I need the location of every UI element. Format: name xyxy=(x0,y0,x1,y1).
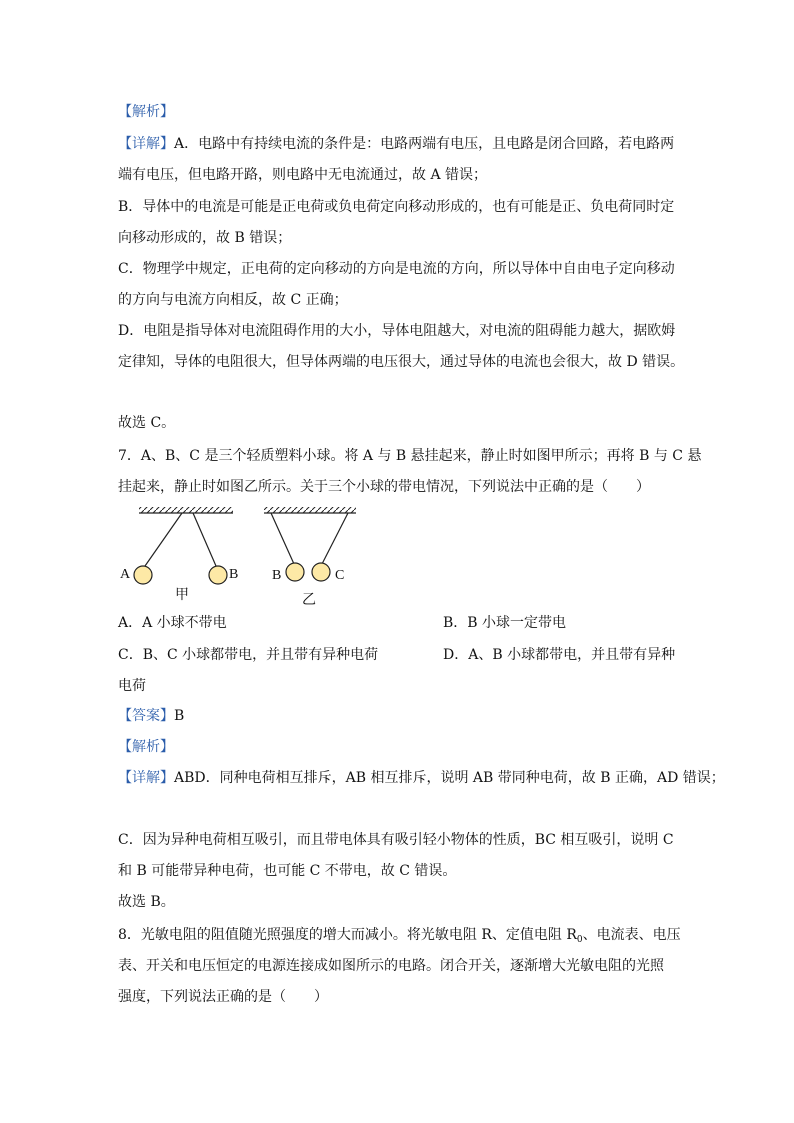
q8-line1-a: 8．光敏电阻的阻值随光照强度的增大而减小。将光敏电阻 R、定值电阻 R xyxy=(118,927,577,943)
detail-b-line1: B．导体中的电流是可能是正电荷或负电荷定向移动形成的，也有可能是正、负电荷同时定 xyxy=(118,199,675,215)
q8-line1-b: 、电流表、电压 xyxy=(582,927,681,943)
q8-stem-line2: 表、开关和电压恒定的电源连接成如图所示的电路。闭合开关，逐渐增大光敏电阻的光照 xyxy=(118,958,664,974)
jia-caption: 甲 xyxy=(175,588,189,603)
q7-option-a[interactable]: A．A 小球不带电 xyxy=(118,615,227,631)
yi-label-c: C xyxy=(335,568,345,583)
jia-string-a xyxy=(145,513,182,566)
detail-c-line1: C．物理学中规定，正电荷的定向移动的方向是电流的方向，所以导体中自由电子定向移动 xyxy=(118,261,675,277)
detail-b-line2: 向移动形成的，故 B 错误； xyxy=(118,230,292,246)
detail-d-line2: 定律知，导体的电阻很大，但导体两端的电压很大，通过导体的电流也会很大，故 D 错误。 xyxy=(118,354,685,370)
q7-stem-line2: 挂起来，静止时如图乙所示。关于三个小球的带电情况，下列说法中正确的是（ ） xyxy=(118,479,650,495)
q7-option-d[interactable]: D．A、B 小球都带电，并且带有异种 xyxy=(443,647,676,663)
detail-a-text: A．电路中有持续电流的条件是：电路两端有电压，且电路是闭合回路，若电路两 xyxy=(174,136,675,152)
q7-detail-abd-text: ABD．同种电荷相互排斥，AB 相互排斥，说明 AB 带同种电荷，故 B 正确，AD 错误； xyxy=(174,770,725,786)
yi-string-c xyxy=(322,513,348,564)
yi-label-b: B xyxy=(272,568,282,583)
q7-detail-c-line2: 和 B 可能带异种电荷，也可能 C 不带电，故 C 错误。 xyxy=(118,863,457,879)
jia-ceiling xyxy=(139,507,233,513)
answer-tag: 【答案】 xyxy=(118,708,174,724)
conclusion-1: 故选 C。 xyxy=(118,415,176,431)
q7-analysis-tag: 【解析】 xyxy=(118,739,174,755)
q7-option-d-cont: 电荷 xyxy=(118,678,146,694)
q7-option-b[interactable]: B．B 小球一定带电 xyxy=(443,615,567,631)
q8-stem-line1 xyxy=(118,925,681,950)
jia-ball-b xyxy=(209,566,227,584)
q7-option-c[interactable]: C．B、C 小球都带电，并且带有异种电荷 xyxy=(118,647,379,663)
q8-line1-sub: 0 xyxy=(576,935,583,945)
q8-stem-line3: 强度，下列说法正确的是（ ） xyxy=(118,989,328,1005)
yi-ball-b xyxy=(286,563,304,581)
q7-stem-line1: 7．A、B、C 是三个轻质塑料小球。将 A 与 B 悬挂起来，静止时如图甲所示；再将 B 与 C 悬 xyxy=(118,448,702,464)
detail-d-line1: D．电阻是指导体对电流阻碍作用的大小，导体电阻越大，对电流的阻碍能力越大，据欧姆 xyxy=(118,323,676,339)
detail-tag: 【详解】 xyxy=(118,136,174,152)
q7-detail-abd xyxy=(118,768,725,788)
detail-a-line2: 端有电压，但电路开路，则电路中无电流通过，故 A 错误； xyxy=(118,167,488,183)
yi-string-b xyxy=(271,513,294,564)
analysis-tag: 【解析】 xyxy=(118,104,174,120)
q7-answer xyxy=(118,706,184,726)
q7-detail-tag: 【详解】 xyxy=(118,770,174,786)
answer-value: B xyxy=(174,708,185,724)
yi-ball-c xyxy=(312,563,330,581)
jia-label-b: B xyxy=(229,567,239,582)
yi-ceiling xyxy=(264,507,356,513)
q7-detail-c-line1: C．因为异种电荷相互吸引，而且带电体具有吸引轻小物体的性质，BC 相互吸引，说明 C xyxy=(118,832,674,848)
detail-c-line2: 的方向与电流方向相反，故 C 正确； xyxy=(118,292,348,308)
q7-conclusion: 故选 B。 xyxy=(118,894,175,910)
jia-ball-a xyxy=(134,566,152,584)
yi-caption: 乙 xyxy=(302,593,316,608)
jia-string-b xyxy=(193,513,216,566)
jia-label-a: A xyxy=(120,567,131,582)
